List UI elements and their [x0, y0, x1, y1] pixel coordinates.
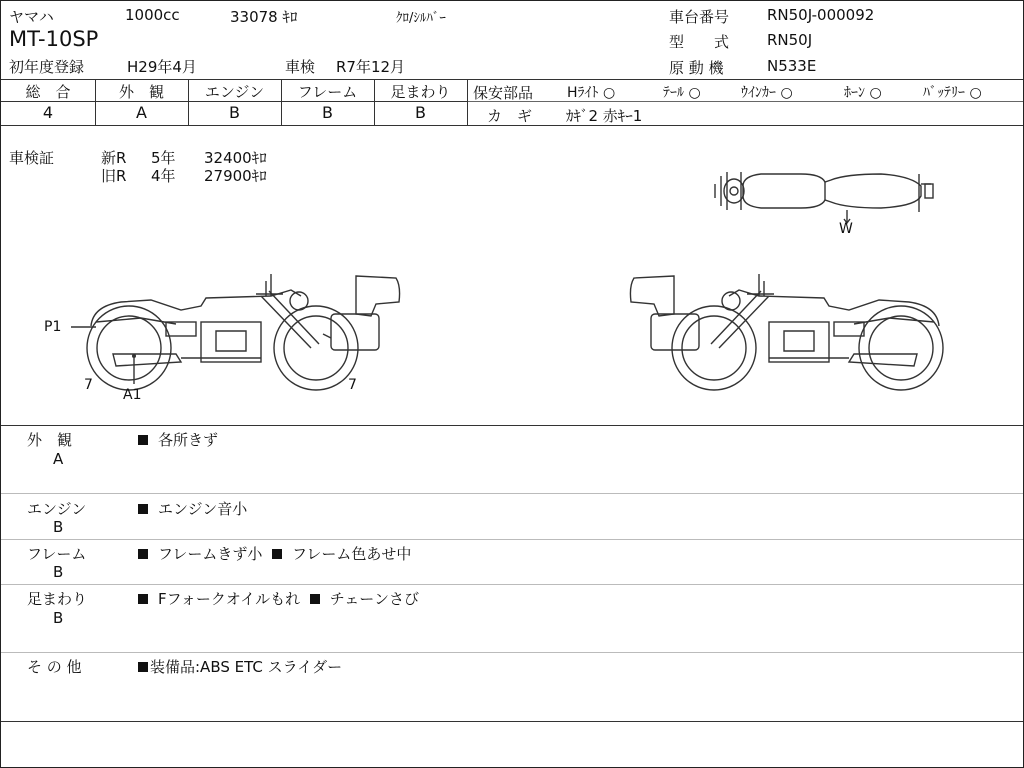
bullet-icon — [310, 594, 320, 604]
bike-right-side-view — [630, 274, 943, 390]
bullet-icon — [272, 549, 282, 559]
maker: ヤマハ — [9, 8, 54, 26]
frame-no-label: 車台番号 — [669, 8, 730, 26]
safety-item-name: ﾊﾞｯﾃﾘｰ — [923, 85, 965, 101]
ok-mark: ○ — [869, 85, 882, 101]
safety-item-horn — [844, 82, 882, 102]
remark-notes-frame — [138, 543, 411, 564]
remark-category-other: そ の 他 — [27, 658, 82, 676]
first-registration-label: 初年度登録 — [9, 58, 85, 76]
type-value: RN50J — [767, 31, 813, 49]
remark-note: エンジン音小 — [158, 500, 248, 518]
grade-header-overall: 総 合 — [25, 83, 71, 101]
mark-p1: P1 — [44, 319, 62, 335]
cert-row-new-name: 新R — [101, 149, 127, 167]
remark-notes-exterior — [138, 429, 218, 450]
engine-label: 原 動 機 — [669, 59, 724, 77]
grade-header-exterior: 外 観 — [118, 83, 164, 101]
model-name: MT-10SP — [9, 27, 99, 51]
key-value: ｶｷﾞ2 赤ｷｰ1 — [566, 107, 643, 125]
cert-row-new-km: 32400ｷﾛ — [204, 149, 267, 167]
remark-grade-exterior: A — [53, 450, 64, 468]
safety-item-tail — [663, 82, 701, 102]
bullet-icon — [138, 504, 148, 514]
remark-notes-suspension — [138, 588, 419, 609]
remark-grade-engine: B — [53, 518, 64, 536]
ok-mark: ○ — [602, 85, 616, 101]
mark-rear-wheel: 7 — [348, 377, 357, 393]
inspection-value: R7年12月 — [336, 58, 406, 76]
inspection-label: 車検 — [285, 58, 316, 76]
mark-w: W — [839, 221, 853, 237]
engine-value: N533E — [767, 57, 817, 75]
remark-note: Fフォークオイルもれ — [158, 590, 301, 608]
bullet-icon — [138, 435, 148, 445]
cert-label: 車検証 — [9, 149, 55, 167]
grade-value-engine: B — [229, 103, 240, 122]
ok-mark: ○ — [780, 85, 793, 101]
remark-note: 装備品:ABS ETC スライダー — [150, 658, 343, 676]
safety-item-name: ﾎｰﾝ — [844, 85, 865, 101]
safety-item-name: Hﾗｲﾄ — [567, 85, 599, 101]
safety-item-name: ｳｲﾝｶｰ — [741, 85, 776, 101]
type-label: 型 式 — [669, 33, 730, 51]
grade-value-overall: 4 — [42, 103, 54, 122]
motorcycle-diagram — [1, 126, 1023, 426]
grade-value-frame: B — [322, 103, 333, 122]
grade-value-exterior: A — [136, 103, 147, 122]
mileage: 33078 ｷﾛ — [230, 8, 298, 26]
cert-row-old-name: 旧R — [101, 167, 127, 185]
remark-category-exterior: 外 観 — [27, 431, 73, 449]
remark-note: チェーンさび — [329, 590, 419, 608]
displacement: 1000cc — [125, 6, 180, 24]
bullet-icon — [138, 594, 148, 604]
mark-a1: A1 — [123, 387, 142, 403]
cert-row-old-years: 4年 — [151, 167, 176, 185]
bike-top-view — [715, 172, 933, 223]
safety-item-winker — [741, 82, 793, 102]
grade-value-suspension: B — [415, 103, 426, 122]
ok-mark: ○ — [688, 85, 701, 101]
safety-item-battery — [923, 82, 982, 102]
bullet-icon — [138, 549, 148, 559]
safety-item-name: ﾃｰﾙ — [663, 85, 684, 101]
color: ｸﾛ/ｼﾙﾊﾞｰ — [396, 11, 446, 26]
safety-item-headlight — [567, 82, 615, 102]
first-registration-value: H29年4月 — [127, 58, 197, 76]
remark-note: フレーム色あせ中 — [291, 545, 412, 563]
remark-note: 各所きず — [158, 431, 219, 449]
grade-header-frame: フレーム — [297, 83, 358, 101]
remark-grade-frame: B — [53, 563, 64, 581]
ok-mark: ○ — [969, 85, 982, 101]
remark-notes-other — [138, 656, 342, 677]
remark-notes-engine — [138, 498, 247, 519]
safety-label: 保安部品 — [473, 84, 534, 102]
cert-row-old-km: 27900ｷﾛ — [204, 167, 267, 185]
remark-category-frame: フレーム — [27, 545, 87, 563]
grade-header-engine: エンジン — [204, 83, 265, 101]
mark-front-wheel: 7 — [84, 377, 93, 393]
remark-grade-suspension: B — [53, 609, 64, 627]
cert-row-new-years: 5年 — [151, 149, 176, 167]
remark-note: フレームきず小 — [158, 545, 263, 563]
key-label: カ ギ — [487, 107, 533, 125]
a1-dot — [132, 354, 136, 358]
remark-category-suspension: 足まわり — [27, 590, 88, 608]
bullet-icon — [138, 662, 148, 672]
frame-no-value: RN50J-000092 — [767, 6, 875, 24]
remark-category-engine: エンジン — [27, 500, 87, 518]
grade-header-suspension: 足まわり — [390, 83, 451, 101]
